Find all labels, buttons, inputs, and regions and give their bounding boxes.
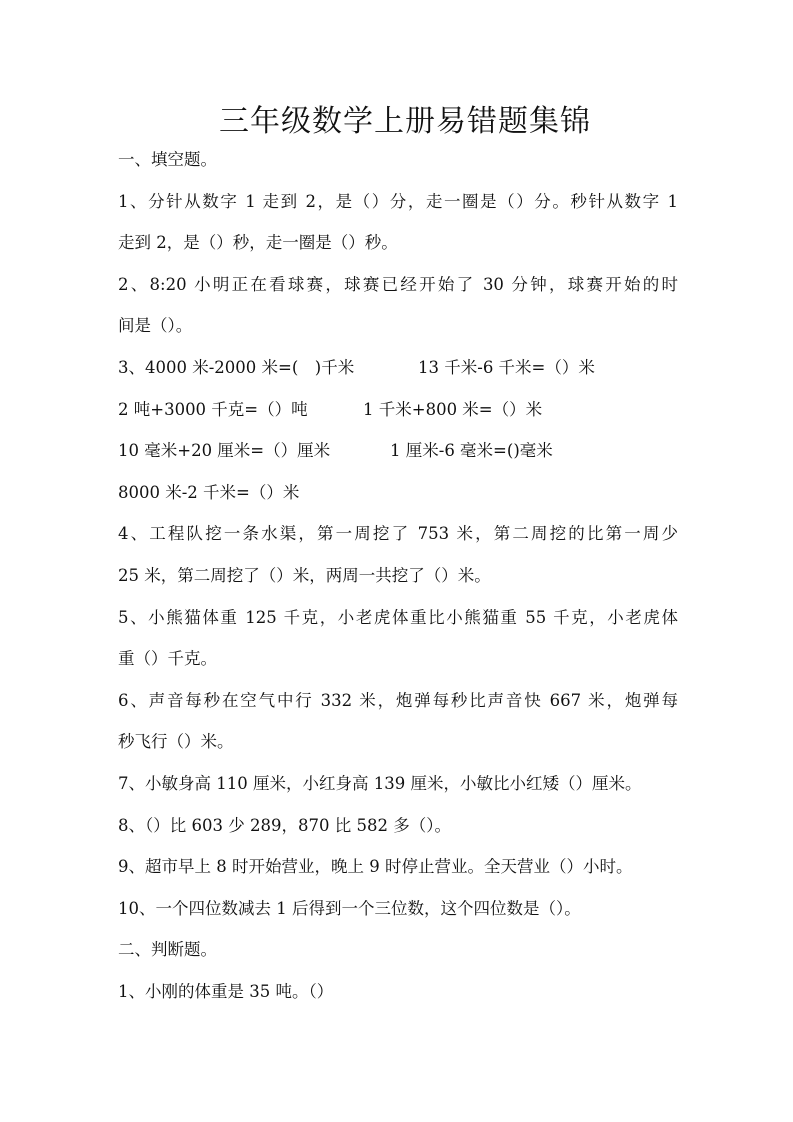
question-6-line-1: 6、声音每秒在空气中行 332 米，炮弹每秒比声音快 667 米，炮弹每 bbox=[118, 690, 678, 710]
question-3-row-1 bbox=[118, 354, 678, 396]
question-3-f: 1 厘米-6 毫米=()毫米 bbox=[390, 441, 553, 461]
document-body bbox=[118, 146, 678, 1019]
question-1-line-1: 1、分针从数字 1 走到 2，是（）分，走一圈是（）分。秒针从数字 1 bbox=[118, 191, 678, 211]
question-4-line-1: 4、工程队挖一条水渠，第一周挖了 753 米，第二周挖的比第一周少 bbox=[118, 524, 678, 544]
question-5-line-1: 5、小熊猫体重 125 千克，小老虎体重比小熊猫重 55 千克，小老虎体 bbox=[118, 607, 678, 627]
question-3-b: 13 千米-6 千米=（）米 bbox=[418, 357, 595, 377]
question-3-row-4: 8000 米-2 千米=（）米 bbox=[118, 482, 300, 502]
question-2-line-1: 2、8:20 小明正在看球赛，球赛已经开始了 30 分钟，球赛开始的时 bbox=[118, 274, 678, 294]
question-2-line-2: 间是（）。 bbox=[118, 316, 193, 336]
question-10: 10、一个四位数减去 1 后得到一个三位数，这个四位数是（）。 bbox=[118, 898, 581, 918]
question-5-line-2: 重（）千克。 bbox=[118, 649, 217, 669]
question-3-a: 3、4000 米-2000 米=( )千米 bbox=[118, 357, 355, 377]
section-heading-true-false: 二、判断题。 bbox=[118, 940, 217, 960]
question-3-row-2 bbox=[118, 396, 678, 438]
question-3-c: 2 吨+3000 千克=（）吨 bbox=[118, 399, 308, 419]
question-7: 7、小敏身高 110 厘米，小红身高 139 厘米，小敏比小红矮（）厘米。 bbox=[118, 773, 642, 793]
question-3-e: 10 毫米+20 厘米=（）厘米 bbox=[118, 441, 331, 461]
question-1-line-2: 走到 2，是（）秒，走一圈是（）秒。 bbox=[118, 233, 398, 253]
section-heading-fill-blank: 一、填空题。 bbox=[118, 150, 217, 169]
question-4-line-2: 25 米，第二周挖了（）米，两周一共挖了（）米。 bbox=[118, 565, 491, 585]
question-9: 9、超市早上 8 时开始营业，晚上 9 时停止营业。全天营业（）小时。 bbox=[118, 857, 633, 877]
page-title: 三年级数学上册易错题集锦 bbox=[219, 104, 591, 139]
question-3-d: 1 千米+800 米=（）米 bbox=[363, 399, 543, 419]
question-3-row-3 bbox=[118, 437, 678, 479]
question-8: 8、（）比 603 少 289，870 比 582 多（）。 bbox=[118, 815, 451, 835]
judgment-question-1: 1、小刚的体重是 35 吨。（） bbox=[118, 981, 334, 1001]
question-6-line-2: 秒飞行（）米。 bbox=[118, 732, 234, 752]
